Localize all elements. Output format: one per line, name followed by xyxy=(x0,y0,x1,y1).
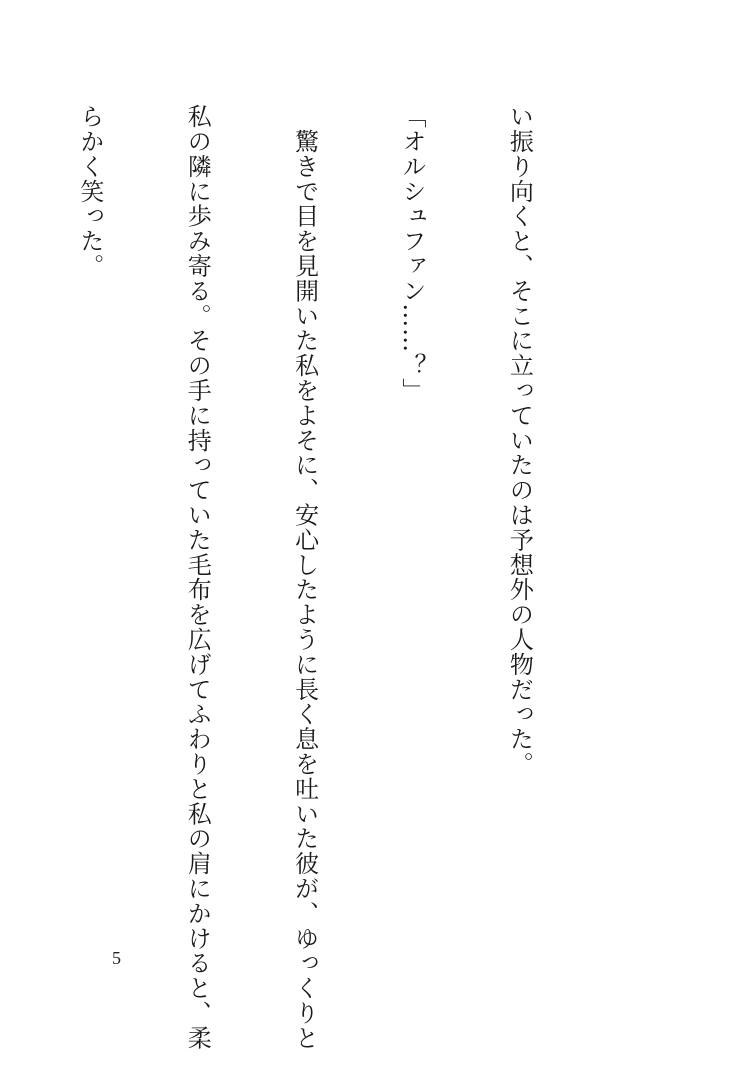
page-number: 5 xyxy=(112,948,121,968)
text-column-3: 驚きで目を見開いた私をよそに、安心したように長く息を吐いた彼が、ゆっくりと xyxy=(290,104,319,1051)
text-column-4: 私の隣に歩み寄る。その手に持っていた毛布を広げてふわりと私の肩にかけると、柔 xyxy=(183,104,212,1051)
text-column-2: 「オルシュファン……？」 xyxy=(398,104,427,403)
text-column-5: らかく笑った。 xyxy=(75,104,104,279)
body-text xyxy=(0,104,608,1051)
text-column-1: い振り向くと、そこに立っていたのは予想外の人物だった。 xyxy=(505,104,534,777)
